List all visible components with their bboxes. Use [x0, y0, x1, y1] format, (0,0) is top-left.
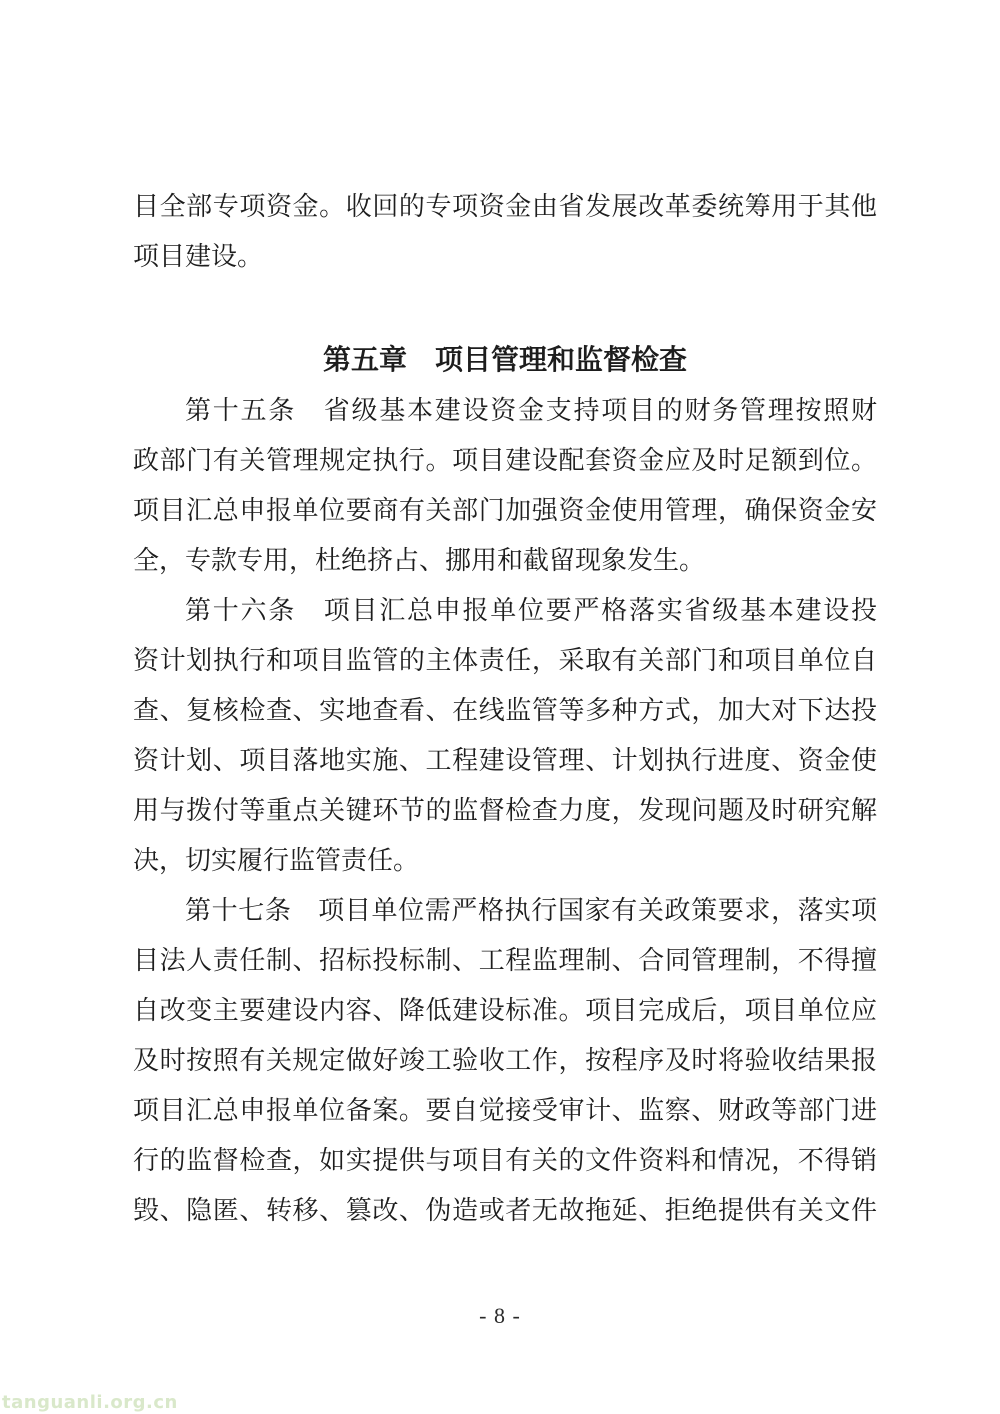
- document-body: [133, 181, 877, 1235]
- text-line: 目法人责任制、招标投标制、工程监理制、合同管理制，不得擅: [133, 945, 877, 975]
- text-line: 第十七条 项目单位需严格执行国家有关政策要求，落实项: [185, 895, 877, 925]
- article-15-paragraph: [133, 385, 877, 585]
- text-line: 毁、隐匿、转移、篡改、伪造或者无故拖延、拒绝提供有关文件: [133, 1195, 877, 1225]
- text-line: 第十五条 省级基本建设资金支持项目的财务管理按照财: [185, 395, 877, 425]
- article-16-paragraph: [133, 585, 877, 885]
- text-line: 资计划、项目落地实施、工程建设管理、计划执行进度、资金使: [133, 745, 877, 775]
- text-line: 项目建设。: [133, 241, 264, 271]
- text-line: 全，专款专用，杜绝挤占、挪用和截留现象发生。: [133, 545, 706, 575]
- text-line: 政部门有关管理规定执行。项目建设配套资金应及时足额到位。: [133, 445, 877, 475]
- text-line: 用与拨付等重点关键环节的监督检查力度，发现问题及时研究解: [133, 795, 877, 825]
- text-line: 查、复核检查、实地查看、在线监管等多种方式，加大对下达投: [133, 695, 877, 725]
- chapter-heading: [133, 335, 877, 385]
- watermark-text: tanguanli.org.cn: [2, 1392, 178, 1413]
- text-line: 项目汇总申报单位要商有关部门加强资金使用管理，确保资金安: [133, 495, 877, 525]
- intro-continuation-paragraph: [133, 181, 877, 281]
- text-line: 资计划执行和项目监管的主体责任，采取有关部门和项目单位自: [133, 645, 877, 675]
- text-line: 决，切实履行监管责任。: [133, 845, 420, 875]
- text-line: 第五章 项目管理和监督检查: [322, 344, 687, 375]
- text-line: 项目汇总申报单位备案。要自觉接受审计、监察、财政等部门进: [133, 1095, 877, 1125]
- article-17-paragraph: [133, 885, 877, 1235]
- text-line: 目全部专项资金。收回的专项资金由省发展改革委统筹用于其他: [133, 191, 877, 221]
- text-line: 自改变主要建设内容、降低建设标准。项目完成后，项目单位应: [133, 995, 877, 1025]
- page-number: - 8 -: [479, 1303, 521, 1328]
- text-line: 第十六条 项目汇总申报单位要严格落实省级基本建设投: [185, 595, 877, 625]
- text-line: 行的监督检查，如实提供与项目有关的文件资料和情况，不得销: [133, 1145, 877, 1175]
- text-line: 及时按照有关规定做好竣工验收工作，按程序及时将验收结果报: [133, 1045, 877, 1075]
